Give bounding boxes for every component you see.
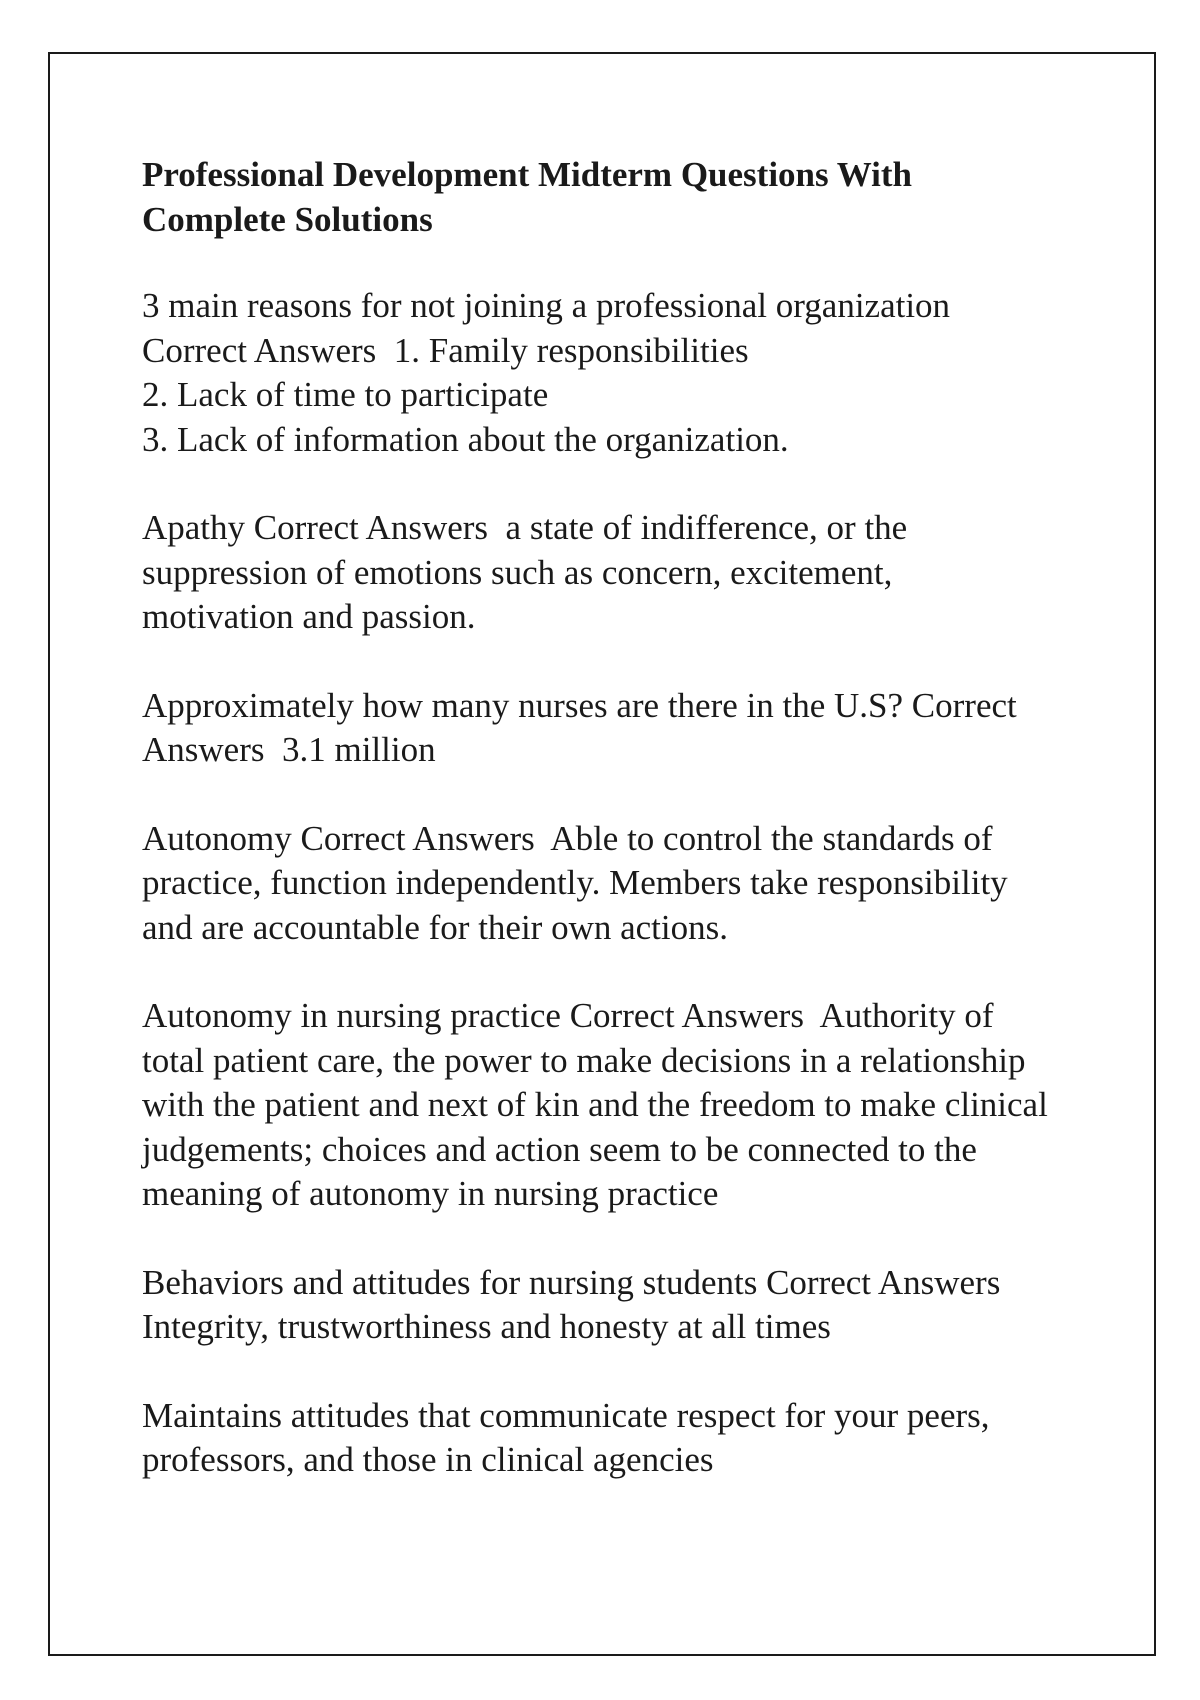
qa-entry-reasons-not-joining: [142, 284, 1102, 462]
qa-entry-apathy: [142, 506, 1102, 640]
qa-line: total patient care, the power to make decisions in a relationship: [142, 1040, 1026, 1080]
qa-line: Approximately how many nurses are there in the U.S? Correct: [142, 685, 1017, 725]
title-line: Complete Solutions: [142, 200, 433, 239]
document-content: [142, 152, 1102, 1527]
qa-line: Correct Answers 1. Family responsibilities: [142, 330, 749, 370]
qa-line: Answers 3.1 million: [142, 730, 436, 769]
title-line: Professional Development Midterm Questions With: [142, 155, 912, 194]
qa-line: suppression of emotions such as concern, excitement,: [142, 552, 893, 592]
qa-entry-nurse-count: [142, 684, 1102, 773]
qa-entry-autonomy-nursing-practice: [142, 994, 1102, 1217]
qa-line: Autonomy Correct Answers Able to control the standards of: [142, 818, 993, 858]
qa-entry-behaviors-attitudes: [142, 1261, 1102, 1350]
qa-line: practice, function independently. Members take responsibility: [142, 863, 1008, 902]
qa-line: Maintains attitudes that communicate respect for your peers,: [142, 1395, 990, 1435]
qa-line: judgements; choices and action seem to be connected to the: [142, 1129, 977, 1169]
qa-line: Apathy Correct Answers a state of indifference, or the: [142, 508, 908, 547]
qa-entry-autonomy: [142, 817, 1102, 951]
qa-line: meaning of autonomy in nursing practice: [142, 1174, 719, 1213]
qa-entry-maintains-attitudes: [142, 1394, 1102, 1483]
qa-line: professors, and those in clinical agencies: [142, 1440, 714, 1479]
qa-line: with the patient and next of kin and the freedom to make clinical: [142, 1085, 1048, 1124]
qa-line: and are accountable for their own actions.: [142, 907, 728, 947]
qa-line: motivation and passion.: [142, 597, 476, 636]
qa-line: Behaviors and attitudes for nursing students Correct Answers: [142, 1262, 1001, 1302]
qa-line: 3. Lack of information about the organization.: [142, 419, 789, 459]
qa-line: Integrity, trustworthiness and honesty at all times: [142, 1307, 831, 1346]
document-title: [142, 152, 1102, 242]
qa-line: Autonomy in nursing practice Correct Answers Authority of: [142, 996, 994, 1035]
qa-line: 3 main reasons for not joining a professional organization: [142, 286, 951, 325]
qa-line: 2. Lack of time to participate: [142, 375, 549, 414]
